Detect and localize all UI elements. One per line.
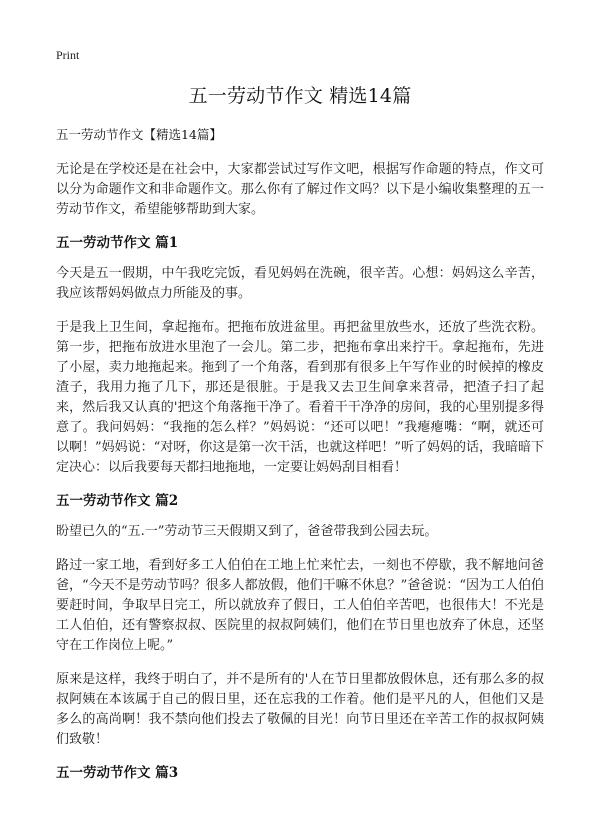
section-heading-1: 五一劳动节作文 篇1 xyxy=(56,235,179,251)
section-2-paragraph-3: 原来是这样，我终于明白了，并不是所有的'人在节日里都放假休息，还有那么多的叔叔阿姨在本该属于自己的假日里，还在忘我的工作着。他们是平凡的人，但他们又是多么的高尚啊！我不禁向他们投去了敬佩的目光！向节日里还在辛苦工作的叔叔阿姨们致敬！ xyxy=(56,672,544,747)
section-1-paragraph-1: 今天是五一假期，中午我吃完饭，看见妈妈在洗碗，很辛苦。心想：妈妈这么辛苦，我应该帮妈妈做点力所能及的事。 xyxy=(56,266,544,301)
section-2-paragraph-2: 路过一家工地，看到好多工人伯伯在工地上忙来忙去，一刻也不停歇，我不解地问爸爸，“今天不是劳动节吗？很多人都放假，他们干嘛不休息？”爸爸说：“因为工人伯伯要赶时间，争取早日完工，所以就放弃了假日，工人伯伯辛苦吧，也很伟大！不光是工人伯伯，还有警察叔叔、医院里的叔叔阿姨们，他们在节日里也放弃了休息，还坚守在工作岗位上呢。” xyxy=(56,558,544,653)
print-link[interactable]: Print xyxy=(56,48,80,62)
section-1-paragraph-2: 于是我上卫生间，拿起拖布。把拖布放进盆里。再把盆里放些水，还放了些洗衣粉。第一步，把拖布放进水里泡了一会儿。第二步，把拖布拿出来拧干。拿起拖布，先进了小屋，卖力地拖起来。拖到了一个角落，看到那有很多上午写作业的时候掉的橡皮渣子，我用力拖了几下，那还是很脏。于是我又去卫生间拿来苕帚，把渣子扫了起来，然后我又认真的'把这个角落拖干净了。看着干干净净的房间，我的心里别提多得意了。我问妈妈：“我拖的怎么样？”妈妈说：“还可以吧！”我瘪瘪嘴：“啊，就还可以啊！”妈妈说：“对呀，你这是第一次干活，也就这样吧！”听了妈妈的话，我暗暗下定决心：以后我要每天都扫地拖地，一定要让妈妈刮目相看！ xyxy=(56,320,544,475)
document-subtitle: 五一劳动节作文【精选14篇】 xyxy=(56,127,222,142)
section-heading-3: 五一劳动节作文 篇3 xyxy=(56,765,179,781)
section-2-paragraph-1: 盼望已久的“五.一”劳动节三天假期又到了，爸爸带我到公园去玩。 xyxy=(56,524,438,539)
page-title: 五一劳动节作文 精选14篇 xyxy=(188,85,412,107)
intro-paragraph: 无论是在学校还是在社会中，大家都尝试过写作文吧，根据写作命题的特点，作文可以分为命题作文和非命题作文。那么你有了解过作文吗？以下是小编收集整理的五一劳动节作文，希望能够帮助到大家。 xyxy=(56,162,544,217)
section-heading-2: 五一劳动节作文 篇2 xyxy=(56,493,179,509)
